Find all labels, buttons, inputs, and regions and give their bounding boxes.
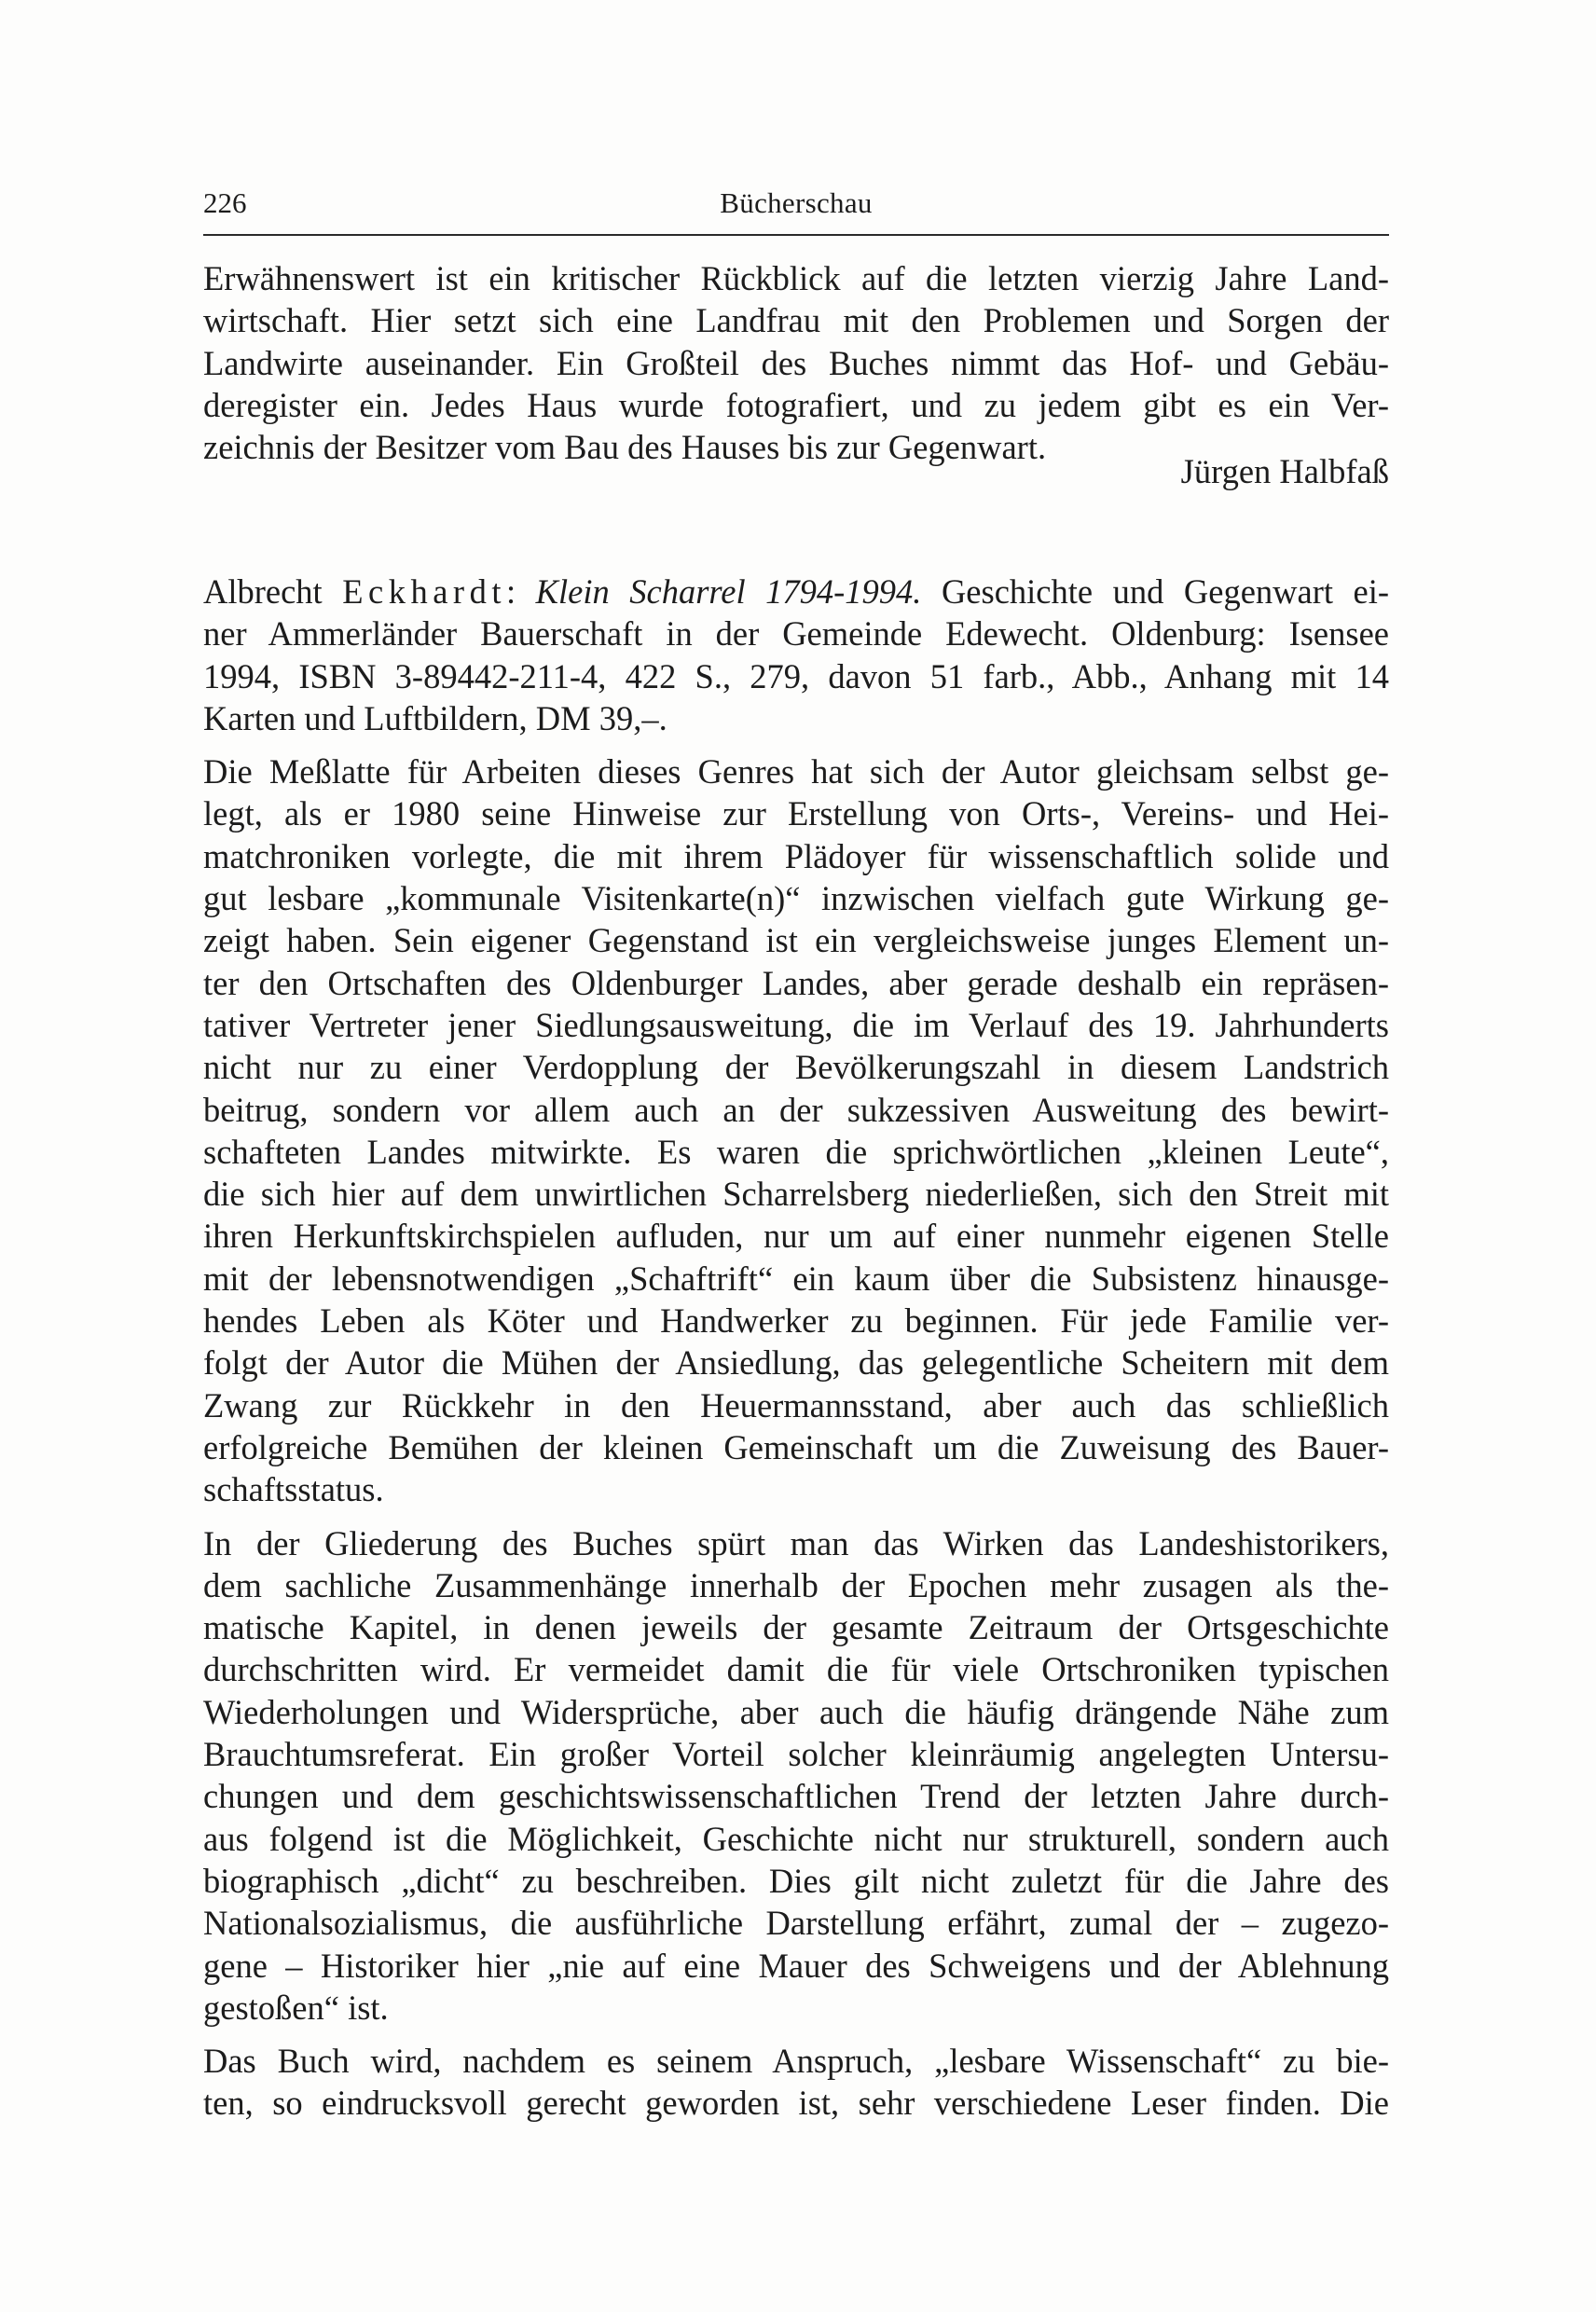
citation-author-last: Eckhardt (342, 572, 506, 611)
review-paragraph-3 (203, 2040, 1389, 2125)
signature-line (203, 426, 1389, 493)
text-line: Das Buch wird, nachdem es seinem Anspruch, „lesbare Wissenschaft“ zu bie- (203, 2042, 1389, 2081)
page-header (203, 185, 1389, 222)
text-line: dem sachliche Zusammenhänge innerhalb der Epochen mehr zusagen als the- (203, 1565, 1389, 1604)
text-line: zeigt haben. Sein eigener Gegenstand ist ein vergleichsweise junges Element un- (203, 921, 1389, 960)
text-line: Die Meßlatte für Arbeiten dieses Genres hat sich der Autor gleichsam selbst ge- (203, 752, 1389, 791)
text-line: gut lesbare „kommunale Visitenkarte(n)“ inzwischen vielfach gute Wirkung ge- (203, 879, 1389, 918)
text-line: ter den Ortschaften des Oldenburger Landes, aber gerade deshalb ein repräsen- (203, 963, 1389, 1002)
page-number: 226 (203, 186, 247, 219)
review-2-citation (203, 571, 1389, 2125)
text-line: Landwirte auseinander. Ein Großteil des Buches nimmt das Hof- und Gebäu- (203, 343, 1389, 382)
citation-line-2: ner Ammerländer Bauerschaft in der Gemeinde Edewecht. Oldenburg: Isensee (203, 614, 1389, 654)
text-line: chungen und dem geschichtswissenschaftlichen Trend der letzten Jahre durch- (203, 1777, 1389, 1816)
text-line: tativer Vertreter jener Siedlungsausweitung, die im Verlauf des 19. Jahrhunderts (203, 1005, 1389, 1044)
text-line: legt, als er 1980 seine Hinweise zur Erstellung von Orts-, Vereins- und Hei- (203, 794, 1389, 833)
text-line: erfolgreiche Bemühen der kleinen Gemeinschaft um die Zuweisung des Bauer- (203, 1427, 1389, 1466)
text-line: ihren Herkunftskirchspielen aufluden, nur um auf einer nunmehr eigenen Stelle (203, 1217, 1389, 1256)
header-rule (203, 234, 1389, 236)
running-title: Bücherschau (720, 186, 873, 219)
text-line: gene – Historiker hier „nie auf eine Mauer des Schweigens und der Ablehnung (203, 1946, 1389, 1985)
text-line: Nationalsozialismus, die ausführliche Darstellung erfährt, zumal der – zugezo- (203, 1904, 1389, 1943)
citation-colon: : (505, 572, 516, 611)
citation-line-1 (203, 571, 1389, 612)
text-line: Brauchtumsreferat. Ein großer Vorteil solcher kleinräumig angelegten Untersu- (203, 1735, 1389, 1774)
reviewer-signature: Jürgen Halbfaß (1180, 452, 1389, 491)
text-line: Wiederholungen und Widersprüche, aber auch die häufig drängende Nähe zum (203, 1692, 1389, 1731)
paragraph-gap (203, 739, 1389, 750)
citation-subtitle: Geschichte und Gegenwart ei- (941, 572, 1389, 611)
text-line: hendes Leben als Köter und Handwerker zu beginnen. Für jede Familie ver- (203, 1301, 1389, 1341)
text-line: mit der lebensnotwendigen „Schaftrift“ ein kaum über die Subsistenz hinausge- (203, 1259, 1389, 1298)
text-line: durchschritten wird. Er vermeidet damit die für viele Ortschroniken typischen (203, 1650, 1389, 1689)
text-line: folgt der Autor die Mühen der Ansiedlung, das gelegentliche Scheitern mit dem (203, 1343, 1389, 1383)
text-line: schafteten Landes mitwirkte. Es waren die sprichwörtlichen „kleinen Leute“, (203, 1132, 1389, 1171)
text-line: Erwähnenswert ist ein kritischer Rückblick auf die letzten vierzig Jahre Land- (203, 259, 1389, 297)
review-paragraph-1 (203, 750, 1389, 1510)
text-line: Zwang zur Rückkehr in den Heuermannsstand, aber auch das schließlich (203, 1385, 1389, 1424)
citation-author-first: Albrecht (203, 572, 323, 611)
citation-line-3: 1994, ISBN 3-89442-211-4, 422 S., 279, davon 51 farb., Abb., Anhang mit 14 (203, 656, 1389, 695)
text-line: aus folgend ist die Möglichkeit, Geschichte nicht nur strukturell, sondern auch (203, 1819, 1389, 1858)
text-line: zeichnis der Besitzer vom Bau des Hauses bis zur Gegenwart. (203, 428, 1047, 467)
citation-title: Klein Scharrel 1794-1994. (535, 572, 922, 611)
text-line: matische Kapitel, in denen jeweils der gesamte Zeitraum der Ortsgeschichte (203, 1608, 1389, 1647)
text-line: matchroniken vorlegte, die mit ihrem Plädoyer für wissenschaftlich solide und (203, 836, 1389, 875)
text-line: beitrug, sondern vor allem auch an der sukzessiven Ausweitung des bewirt- (203, 1090, 1389, 1129)
paragraph-gap (203, 2029, 1389, 2040)
text-line: schaftsstatus. (203, 1470, 384, 1509)
text-line: die sich hier auf dem unwirtlichen Scharrelsberg niederließen, sich den Streit mit (203, 1175, 1389, 1214)
text-line: nicht nur zu einer Verdopplung der Bevölkerungszahl in diesem Landstrich (203, 1048, 1389, 1087)
text-line: biographisch „dicht“ zu beschreiben. Dies gilt nicht zuletzt für die Jahre des (203, 1861, 1389, 1900)
paragraph-gap (203, 1511, 1389, 1522)
review-1-text (203, 257, 1389, 493)
citation-line-4: Karten und Luftbildern, DM 39,–. (203, 698, 667, 737)
text-line: wirtschaft. Hier setzt sich eine Landfrau mit den Problemen und Sorgen der (203, 301, 1389, 340)
text-line: gestoßen“ ist. (203, 1988, 389, 2027)
text-line: deregister ein. Jedes Haus wurde fotografiert, und zu jedem gibt es ein Ver- (203, 385, 1389, 424)
text-line: ten, so eindrucksvoll gerecht geworden ist, sehr verschiedene Leser finden. Die (203, 2084, 1389, 2123)
review-paragraph-2 (203, 1522, 1389, 2030)
text-line: In der Gliederung des Buches spürt man das Wirken das Landeshistorikers, (203, 1523, 1389, 1562)
